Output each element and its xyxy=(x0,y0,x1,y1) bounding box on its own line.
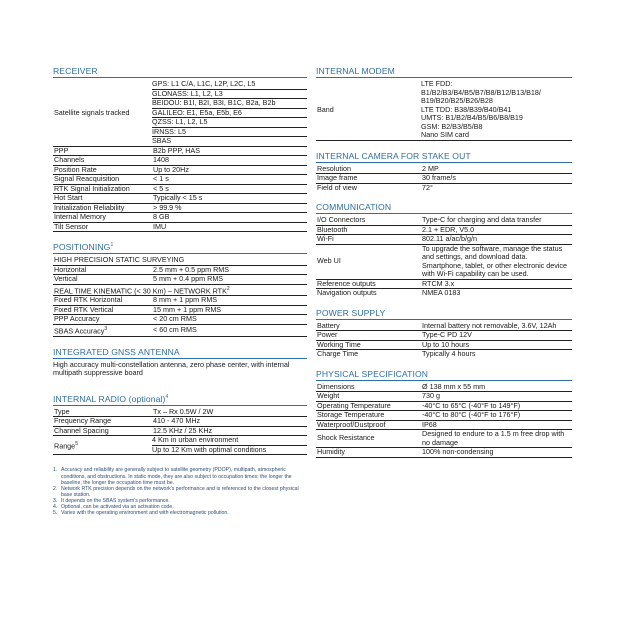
positioning-title-text: POSITIONING xyxy=(53,242,111,252)
spec-key: Navigation outputs xyxy=(317,288,377,297)
physical-title: PHYSICAL SPECIFICATION xyxy=(316,369,572,381)
footnote-ref: 3 xyxy=(104,325,108,332)
sat-line: SBAS xyxy=(152,136,172,145)
spec-value: IMU xyxy=(152,222,307,232)
table-row xyxy=(316,183,572,192)
spec-value: 410 - 470 MHz xyxy=(152,417,307,427)
modem-section xyxy=(316,66,572,141)
table-row xyxy=(316,430,572,448)
sat-signals-label: Satellite signals tracked xyxy=(53,80,152,146)
spec-value: NMEA 0183 xyxy=(422,288,461,297)
receiver-title: RECEIVER xyxy=(53,66,307,78)
table-row xyxy=(53,222,307,232)
spec-key: Internal Memory xyxy=(53,213,152,223)
modem-table xyxy=(316,80,572,141)
spec-value: Typically 4 hours xyxy=(422,349,476,358)
table-row xyxy=(316,289,572,298)
table-row xyxy=(316,331,572,341)
spec-key: RTK Signal Initialization xyxy=(53,184,152,194)
physical-section xyxy=(316,369,572,458)
range-line: 4 Km in urban environment xyxy=(152,436,307,446)
physical-table xyxy=(316,383,572,458)
spec-value: -40°C to 80°C (-40°F to 176°F) xyxy=(421,411,572,421)
sat-line: GLONASS: L1, L2, L3 xyxy=(152,90,307,100)
spec-value: 2.1 + EDR, V5.0 xyxy=(421,225,572,235)
power-table xyxy=(316,322,572,359)
spec-key: Web UI xyxy=(316,244,421,279)
modem-title: INTERNAL MODEM xyxy=(316,66,572,78)
positioning-section xyxy=(53,242,307,337)
sbas-key-text: SBAS Accuracy xyxy=(54,326,105,336)
table-row xyxy=(316,448,572,458)
footnote xyxy=(53,486,307,498)
left-column xyxy=(53,66,307,521)
table-row xyxy=(316,411,572,421)
spec-key: Working Time xyxy=(316,340,421,350)
footnote-text: It depends on the SBAS system's performance. xyxy=(61,497,170,504)
spec-key: Hot Start xyxy=(53,194,152,204)
camera-title: INTERNAL CAMERA FOR STAKE OUT xyxy=(316,151,572,163)
spec-value: 2.5 mm + 0.5 ppm RMS xyxy=(152,265,307,275)
spec-key: Bluetooth xyxy=(316,225,421,235)
camera-table xyxy=(316,165,572,193)
positioning-title xyxy=(53,242,307,254)
spec-value: Type-C PD 12V xyxy=(421,331,572,341)
spec-value: 8 mm + 1 ppm RMS xyxy=(152,296,307,306)
receiver-section xyxy=(53,66,307,232)
spec-key: Horizontal xyxy=(53,265,152,275)
spec-key: PPP Accuracy xyxy=(53,315,152,325)
footnote xyxy=(53,510,307,516)
spec-key: Wi-Fi xyxy=(316,235,421,245)
spec-key: Initialization Reliability xyxy=(53,203,152,213)
table-row xyxy=(53,436,307,455)
band-line: LTE TDD: B38/B39/B40/B41 xyxy=(421,104,512,114)
footnote-text: Varies with the operating environment and with electromagnetic pollution. xyxy=(61,510,229,517)
spec-key: PPP xyxy=(53,146,152,156)
band-line: Nano SIM card xyxy=(421,130,469,139)
footnotes xyxy=(53,467,307,516)
spec-value: 100% non-condensing xyxy=(421,448,572,458)
spec-value: < 60 cm RMS xyxy=(152,324,307,336)
spec-value: Type-C for charging and data transfer xyxy=(421,216,572,225)
spec-key: Field of view xyxy=(317,182,357,192)
spec-key: Waterproof/Dustproof xyxy=(316,420,421,430)
footnote-text: Accuracy and reliability are generally subject to satellite geometry (PDOP), multipath, atmospheric conditions, and obstructions. In static mode, they are also subject to occupation times: the longer the baseline, the longer the occupation time must be. xyxy=(61,467,292,486)
band-line: UMTS: B1/B2/B4/B5/B6/B8/B19 xyxy=(421,113,523,122)
table-row xyxy=(53,275,307,285)
power-title: POWER SUPPLY xyxy=(316,308,572,320)
spec-key: Position Rate xyxy=(53,165,152,175)
spec-key xyxy=(53,436,152,455)
right-column xyxy=(316,66,572,468)
table-row xyxy=(316,235,572,245)
footnote-number: 5. xyxy=(53,510,58,517)
spec-value: Up to 10 hours xyxy=(421,340,572,350)
band-line: GSM: B2/B3/B5/B8 xyxy=(421,121,483,131)
communication-section xyxy=(316,202,572,298)
table-row xyxy=(316,383,572,392)
table-row xyxy=(53,194,307,204)
spec-value: < 20 cm RMS xyxy=(152,315,307,325)
spec-value: B2b PPP, HAS xyxy=(152,146,307,156)
spec-value: < 1 s xyxy=(152,175,307,185)
communication-title: COMMUNICATION xyxy=(316,202,572,214)
table-row xyxy=(53,296,307,306)
spec-key: Weight xyxy=(316,392,421,402)
spec-value: RTCM 3.x xyxy=(421,279,572,289)
spec-key: Storage Temperature xyxy=(316,411,421,421)
band-value xyxy=(421,80,572,140)
table-row xyxy=(53,213,307,223)
range-key-text: Range xyxy=(54,441,76,451)
table-row xyxy=(53,315,307,325)
band-line: LTE FDD: xyxy=(421,79,453,88)
antenna-section xyxy=(53,347,307,378)
spec-key xyxy=(53,324,152,336)
spec-key: Channels xyxy=(53,156,152,166)
table-row xyxy=(53,324,307,336)
static-head: HIGH PRECISION STATIC SURVEYING xyxy=(53,256,307,265)
spec-key: Fixed RTK Horizontal xyxy=(53,296,152,306)
spec-key: Operating Temperature xyxy=(316,401,421,411)
spec-value: Up to 20Hz xyxy=(152,165,307,175)
band-line: B1/B2/B3/B4/B5/B7/B8/B12/B13/B18/ xyxy=(421,87,541,97)
spec-key: Resolution xyxy=(316,165,421,174)
rtk-head-text: REAL TIME KINEMATIC (< 30 Km) – NETWORK RTK xyxy=(54,285,227,295)
table-row xyxy=(53,156,307,166)
sat-line: IRNSS: L5 xyxy=(152,128,307,138)
spec-value: 1408 xyxy=(152,156,307,166)
antenna-title: INTEGRATED GNSS ANTENNA xyxy=(53,347,307,359)
spec-key: Image frame xyxy=(316,174,421,184)
spec-value: IP68 xyxy=(421,420,572,430)
spec-value: Tx – Rx 0.5W / 2W xyxy=(152,408,307,417)
radio-title xyxy=(53,394,307,406)
footnote-text: Optional, can be activated via an activation code. xyxy=(61,504,174,511)
spec-value: 730 g xyxy=(421,392,572,402)
spec-value: 30 frame/s xyxy=(421,174,572,184)
table-row xyxy=(316,80,572,140)
spec-key: Charge Time xyxy=(317,349,359,358)
radio-section xyxy=(53,394,307,456)
spec-value: 72° xyxy=(422,182,433,192)
spec-value: -40°C to 65°C (-40°F to 149°F) xyxy=(421,401,572,411)
spec-key: Shock Resistance xyxy=(316,430,421,448)
footnote-ref: 4 xyxy=(165,394,169,401)
spec-key: Signal Reacquisition xyxy=(53,175,152,185)
sat-line: GPS: L1 C/A, L1C, L2P, L2C, L5 xyxy=(152,80,307,90)
spec-key: Dimensions xyxy=(316,383,421,392)
communication-table xyxy=(316,216,572,298)
spec-value: To upgrade the software, manage the status and settings, and download data. Smartphone, tablet, or other electronic device with Wi-Fi capability can be used. xyxy=(421,244,572,279)
footnote-number: 3. xyxy=(53,497,58,504)
spec-value: 8 GB xyxy=(152,213,307,223)
footnote-ref: 5 xyxy=(75,441,78,448)
camera-section xyxy=(316,151,572,193)
spec-value: 15 mm + 1 ppm RMS xyxy=(152,305,307,315)
spec-key: Battery xyxy=(316,322,421,331)
band-line: B19/B20/B25/B26/B28 xyxy=(421,96,493,105)
table-row xyxy=(316,244,572,279)
spec-value: 5 mm + 0.4 ppm RMS xyxy=(152,275,307,285)
table-row xyxy=(316,392,572,402)
footnote xyxy=(53,467,307,485)
spec-key: I/O Connectors xyxy=(316,216,421,225)
band-label: Band xyxy=(316,80,421,140)
spec-key: Fixed RTK Vertical xyxy=(53,305,152,315)
spec-value: > 99.9 % xyxy=(152,203,307,213)
positioning-table xyxy=(53,256,307,337)
spec-value xyxy=(152,436,307,455)
table-row xyxy=(53,284,307,296)
spec-key: Channel Spacing xyxy=(53,426,152,436)
spec-value: 12.5 KHz / 25 KHz xyxy=(152,426,307,436)
radio-table xyxy=(53,408,307,456)
spec-value: Typically < 15 s xyxy=(152,194,307,204)
spec-value: 802.11 a/ac/b/g/n xyxy=(421,235,572,245)
table-row xyxy=(53,256,307,265)
table-row xyxy=(316,350,572,359)
table-row xyxy=(53,146,307,156)
sat-signals-value xyxy=(152,80,307,146)
rtk-head xyxy=(53,284,307,296)
footnote-number: 4. xyxy=(53,504,58,511)
range-line: Up to 12 Km with optimal conditions xyxy=(152,444,267,454)
sat-line: GALILEO: E1, E5a, E5b, E6 xyxy=(152,109,307,119)
table-row xyxy=(316,216,572,225)
footnote-ref: 1 xyxy=(110,242,114,249)
spec-key: Type xyxy=(53,408,152,417)
spec-key: Reference outputs xyxy=(316,279,421,289)
sat-line: BEIDOU: B1I, B2I, B3I, B1C, B2a, B2b xyxy=(152,99,307,109)
power-section xyxy=(316,308,572,359)
spec-key: Vertical xyxy=(53,275,152,285)
spec-value: < 5 s xyxy=(152,184,307,194)
spec-value: Internal battery not removable, 3.6V, 12Ah xyxy=(421,322,572,331)
radio-title-text: INTERNAL RADIO (optional) xyxy=(53,393,166,404)
spec-key: Power xyxy=(316,331,421,341)
spec-key: Tilt Sensor xyxy=(53,222,152,232)
table-row xyxy=(53,175,307,185)
spec-value: 2 MP xyxy=(421,165,572,174)
receiver-table xyxy=(53,80,307,232)
footnote-number: 1. xyxy=(53,467,58,474)
sat-line: QZSS: L1, L2, L5 xyxy=(152,118,307,128)
footnote-text: Network RTK precision depends on the network's performance and is referenced to the closest physical base station. xyxy=(61,485,299,498)
footnote-ref: 2 xyxy=(226,285,230,292)
table-row xyxy=(316,174,572,184)
spec-value: Designed to endure to a 1.5 m free drop with no damage xyxy=(421,430,572,448)
footnote-number: 2. xyxy=(53,485,58,492)
spec-key: Frequency Range xyxy=(53,417,152,427)
spec-key: Humidity xyxy=(316,448,421,458)
antenna-text: High accuracy multi-constellation antenna, zero phase center, with internal multipath suppressive board xyxy=(53,359,290,378)
spec-value: Ø 138 mm x 55 mm xyxy=(421,383,572,392)
